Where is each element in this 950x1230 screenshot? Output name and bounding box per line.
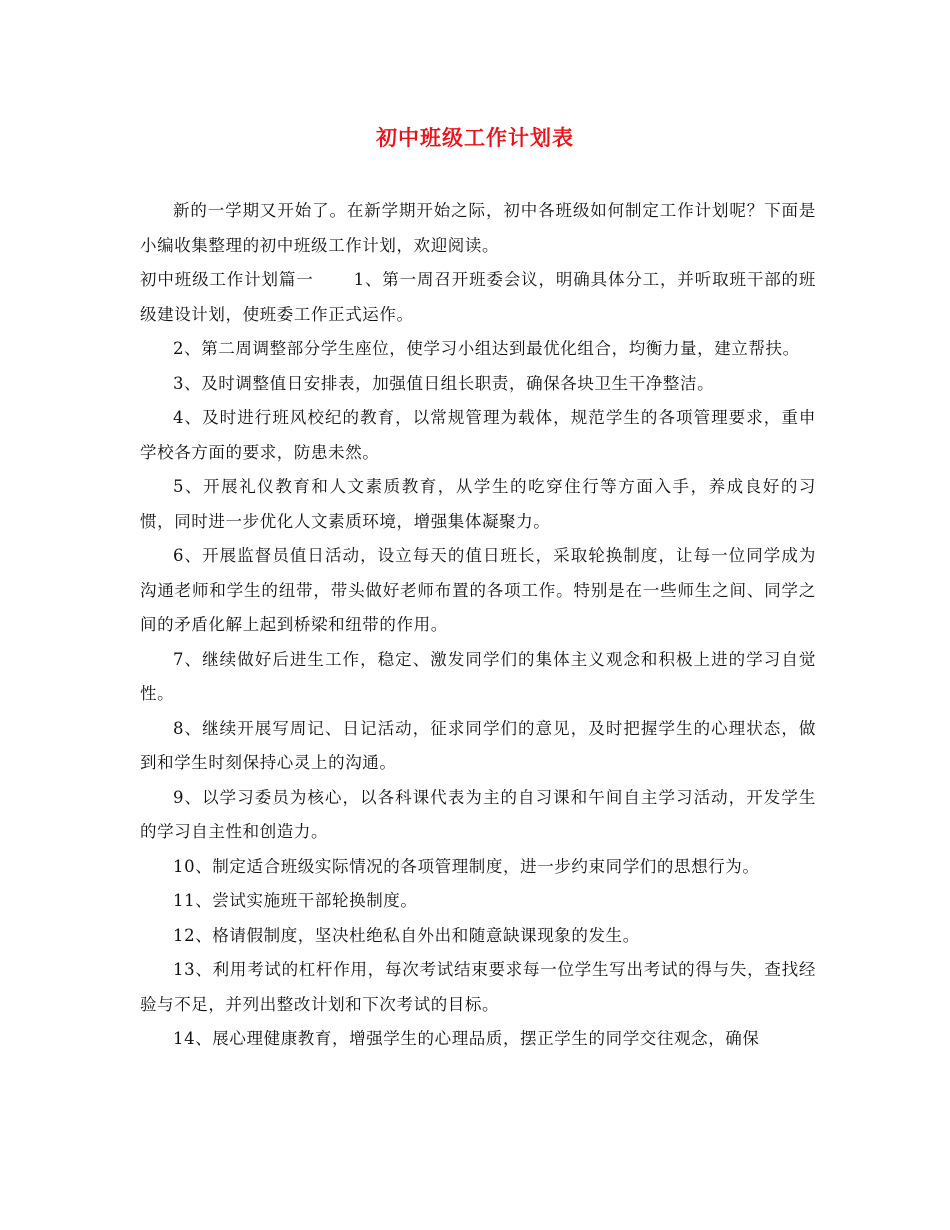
plan-item-12: 12、格请假制度，坚决杜绝私自外出和随意缺课现象的发生。 (173, 925, 640, 945)
plan-item-11: 11、尝试实施班干部轮换制度。 (173, 891, 418, 910)
plan-item-4: 4、及时进行班风校纪的教育，以常规管理为载体，规范学生的各项管理要求，重申学校各方面的要求，防患未然。 (140, 408, 816, 462)
document-title: 初中班级工作计划表 (376, 125, 574, 150)
plan-item-2: 2、第二周调整部分学生座位，使学习小组达到最优化组合，均衡力量，建立帮扶。 (173, 339, 800, 358)
plan-item-6: 6、开展监督员值日活动，设立每天的值日班长，采取轮换制度，让每一位同学成为沟通老师和学生的纽带，带头做好老师布置的各项工作。特别是在一些师生之间、同学之间的矛盾化解上起到桥梁和纽带的作用。 (140, 546, 816, 634)
plan-item-7: 7、继续做好后进生工作，稳定、激发同学们的集体主义观念和积极上进的学习自觉性。 (140, 649, 816, 703)
section-first-paragraph (140, 263, 816, 332)
document-body (140, 194, 816, 1057)
intro-paragraph: 新的一学期又开始了。在新学期开始之际，初中各班级如何制定工作计划呢？下面是小编收集整理的初中班级工作计划，欢迎阅读。 (140, 201, 816, 255)
section-heading: 初中班级工作计划篇一 (140, 270, 314, 289)
plan-item-13: 13、利用考试的杠杆作用，每次考试结束要求每一位学生写出考试的得与失，查找经验与不足，并列出整改计划和下次考试的目标。 (140, 960, 816, 1014)
plan-item-5: 5、开展礼仪教育和人文素质教育，从学生的吃穿住行等方面入手，养成良好的习惯，同时进一步优化人文素质环境，增强集体凝聚力。 (140, 477, 816, 531)
plan-item-3: 3、及时调整值日安排表，加强值日组长职责，确保各块卫生干净整洁。 (173, 373, 715, 393)
plan-item-9: 9、以学习委员为核心，以各科课代表为主的自习课和午间自主学习活动，开发学生的学习自主性和创造力。 (140, 787, 816, 841)
plan-item-8: 8、继续开展写周记、日记活动，征求同学们的意见，及时把握学生的心理状态，做到和学生时刻保持心灵上的沟通。 (140, 718, 816, 772)
plan-item-14: 14、展心理健康教育，增强学生的心理品质，摆正学生的同学交往观念，确保 (173, 1029, 760, 1048)
section-first-item: 1、第一周召开班委会议，明确具体分工，并听取班干部的班级建设计划，使班委工作正式运作。 (140, 270, 817, 324)
plan-item-10: 10、制定适合班级实际情况的各项管理制度，进一步约束同学们的思想行为。 (173, 856, 760, 876)
